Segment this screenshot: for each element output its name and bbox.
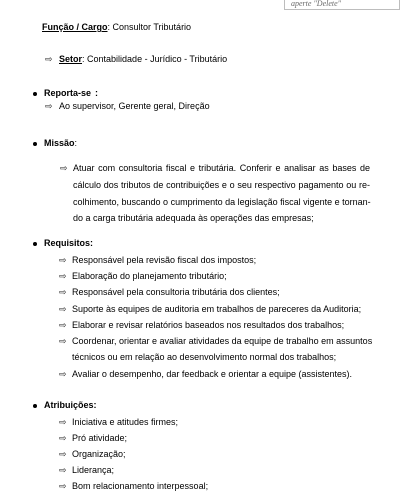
requisitos-item: Suporte às equipes de auditoria em trabalhos de pareceres da Auditoria;	[72, 304, 362, 314]
funcao-label: Função / Cargo	[42, 22, 108, 32]
arrow-icon: ⇨	[59, 369, 67, 379]
arrow-icon: ⇨	[59, 304, 67, 314]
arrow-icon: ⇨	[59, 271, 67, 281]
atribuicoes-item: Liderança;	[72, 465, 115, 475]
requisitos-title: Requisitos:	[44, 238, 94, 248]
setor-row	[59, 54, 227, 65]
missao-title	[44, 138, 77, 149]
arrow-icon: ⇨	[59, 449, 67, 459]
missao-title-text: Missão	[44, 138, 75, 148]
arrow-icon: ⇨	[59, 336, 67, 346]
setor-label: Setor	[59, 54, 83, 64]
missao-line: Atuar com consultoria fiscal e tributária. Conferir e analisar as bases de	[73, 163, 370, 173]
arrow-icon: ⇨	[59, 465, 67, 475]
colon: :	[74, 138, 78, 148]
requisitos-item: Elaboração do planejamento tributário;	[72, 271, 227, 281]
bullet-icon	[33, 142, 37, 146]
missao-line: do a carga tributária adequada às operações das empresas;	[73, 213, 314, 223]
atribuicoes-item: Organização;	[72, 449, 126, 459]
requisitos-item: Responsável pela consultoria tributária dos clientes;	[72, 287, 280, 297]
arrow-icon: ⇨	[59, 417, 67, 427]
bullet-icon	[33, 404, 37, 408]
colon: :	[107, 22, 113, 32]
requisitos-item: Elaborar e revisar relatórios baseados nos resultados dos trabalhos;	[72, 320, 345, 330]
colon: :	[95, 88, 98, 98]
arrow-icon: ⇨	[59, 433, 67, 443]
requisitos-item: Avaliar o desempenho, dar feedback e orientar a equipe (assistentes).	[72, 369, 353, 379]
atribuicoes-item: Pró atividade;	[72, 433, 128, 443]
colon: :	[82, 54, 88, 64]
funcao-value: Consultor Tributário	[112, 22, 192, 32]
requisitos-item: técnicos ou em relação ao desenvolvimento normal dos trabalhos;	[72, 352, 337, 362]
delete-hint-text: aperte "Delete"	[291, 0, 342, 8]
arrow-icon: ⇨	[59, 255, 67, 265]
arrow-icon: ⇨	[45, 54, 53, 64]
atribuicoes-item: Bom relacionamento interpessoal;	[72, 481, 209, 491]
arrow-icon: ⇨	[45, 101, 53, 111]
missao-line: colhimento, buscando o cumprimento da legislação fiscal vigente e tornan-	[73, 197, 371, 207]
delete-hint-box	[284, 0, 400, 10]
missao-line: cálculo dos tributos de contribuições e o seu respectivo pagamento ou re-	[73, 180, 370, 190]
bullet-icon	[33, 242, 37, 246]
atribuicoes-title: Atribuições:	[44, 400, 97, 410]
reporta-title: Reporta-se	[44, 88, 92, 98]
arrow-icon: ⇨	[59, 287, 67, 297]
bullet-icon	[33, 92, 37, 96]
reporta-item: Ao supervisor, Gerente geral, Direção	[59, 101, 210, 111]
setor-value: Contabilidade - Jurídico - Tributário	[87, 54, 228, 64]
atribuicoes-item: Iniciativa e atitudes firmes;	[72, 417, 179, 427]
funcao-row	[42, 22, 191, 33]
requisitos-item: Responsável pela revisão fiscal dos impostos;	[72, 255, 257, 265]
arrow-icon: ⇨	[59, 320, 67, 330]
requisitos-item: Coordenar, orientar e avaliar atividades da equipe de trabalho em assuntos	[72, 336, 373, 346]
arrow-icon: ⇨	[59, 481, 67, 491]
arrow-icon: ⇨	[60, 163, 68, 173]
